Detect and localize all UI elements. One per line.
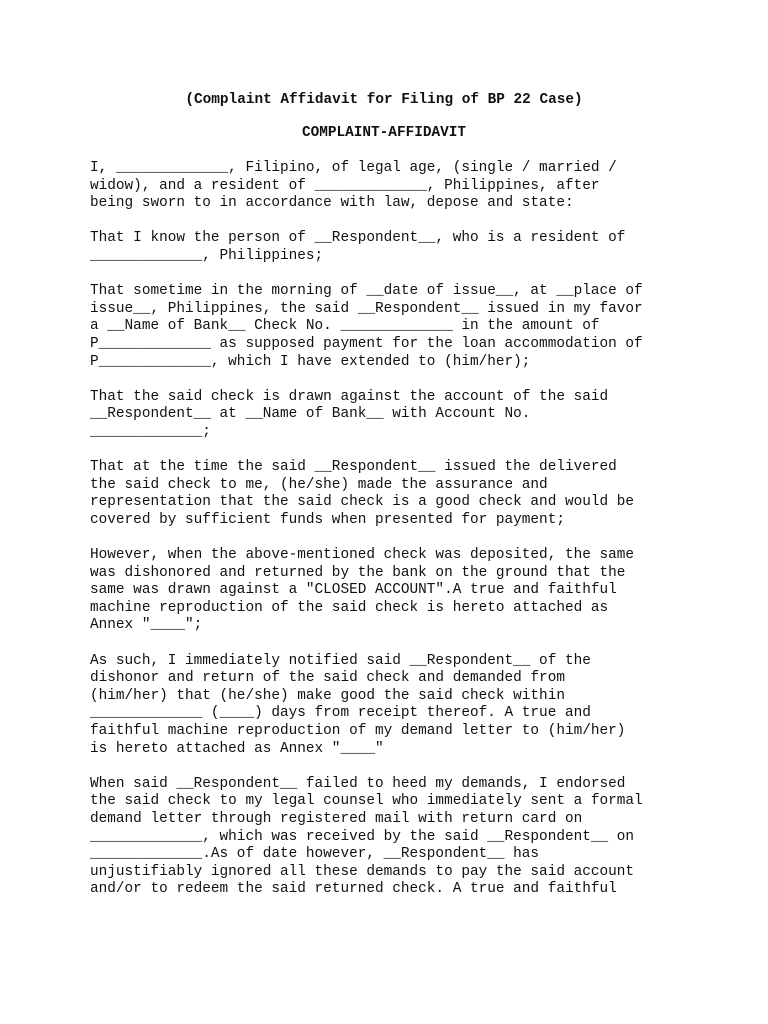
paragraph-assurance: That at the time the said __Respondent__ issued the delivered the said check to me, (he/she) made the assurance and representation that the said check is a good check and would be covered by sufficient funds when presented for payment; — [90, 459, 635, 528]
paragraph-notice-of-dishonor: As such, I immediately notified said __Respondent__ of the dishonor and return of the said check and demanded from (him/her) that (he/she) make good the said check within _____________ (____) days from receipt thereof. A true and faithful machine reproduction of my demand letter to (him/her) is hereto attached as Annex "____" — [90, 652, 626, 757]
paragraph-check-issuance: That sometime in the morning of __date of issue__, at __place of issue__, Philippines, the said __Respondent__ issued in my favor a __Name of Bank__ Check No. _____________ in the amount of P_____________ as supposed payment for the loan accommodation of P_____________, which I have extended to (him/her); — [90, 283, 643, 370]
paragraph-account-details: That the said check is drawn against the account of the said __Respondent__ at __Name of Bank__ with Account No. _____________; — [90, 388, 609, 440]
document-heading: COMPLAINT-AFFIDAVIT — [301, 125, 467, 141]
document-title: (Complaint Affidavit for Filing of BP 22 Case) — [185, 92, 583, 108]
paragraph-dishonor: However, when the above-mentioned check was deposited, the same was dishonored and returned by the bank on the ground that the same was drawn against a "CLOSED ACCOUNT".A true and faithful machine reproduction of the said check is hereto attached as Annex "____"; — [90, 547, 635, 634]
paragraph-formal-demand: When said __Respondent__ failed to heed my demands, I endorsed the said check to my legal counsel who immediately sent a formal demand letter through registered mail with return card on _____________, which was received by the said __Respondent__ on _____________.As of date however, __Respondent__ has unjustifiably ignored all these demands to pay the said account and/or to redeem the said returned check. A true and faithful — [90, 775, 643, 898]
paragraph-affiant-identity: I, _____________, Filipino, of legal age, (single / married / widow), and a resident of _____________, Philippines, after being sworn to in accordance with law, depose and state: — [90, 160, 617, 212]
paragraph-respondent-identity: That I know the person of __Respondent__, who is a resident of _____________, Philippines; — [90, 230, 626, 264]
